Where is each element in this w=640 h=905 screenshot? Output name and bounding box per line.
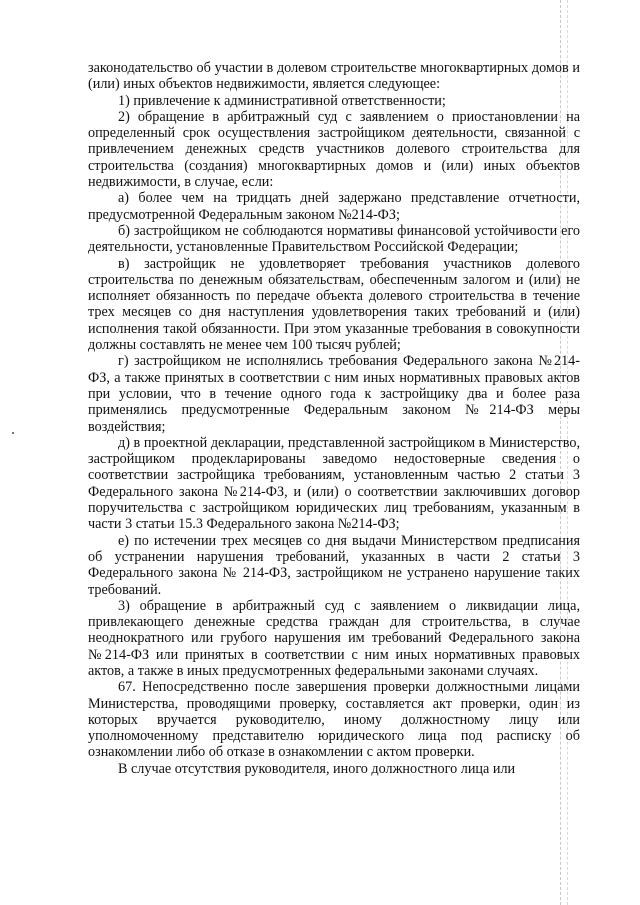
paragraph-subitem-d: д) в проектной декларации, представленной застройщиком в Министерство, застройщиком продекларированы заведомо недостоверные сведения о соответствии застройщика требованиям, установленным частью 2 статьи 3 Федерального закона №214-ФЗ, и (или) о соответствии заключивших договор поручительства с застройщиком юридических лиц требованиям, указанным в части 3 статьи 15.3 Федерального закона №214-ФЗ; — [88, 434, 580, 533]
paragraph-subitem-v: в) застройщик не удовлетворяет требования участников долевого строительства по денежным обязательствам, обеспеченным залогом и (или) не исполняет обязанность по передаче объекта долевого строительства в течение трех месяцев со дня наступления удовлетворения таких требований и (или) исполнения такой обязанности. При этом указанные требования в совокупности должны составлять не менее чем 100 тысяч рублей; — [88, 255, 580, 354]
scan-artifact-dot — [12, 432, 14, 434]
paragraph-continuation: В случае отсутствия руководителя, иного должностного лица или — [118, 760, 516, 777]
paragraph-item-1: 1) привлечение к административной ответственности; — [118, 92, 446, 109]
paragraph-subitem-a: а) более чем на тридцать дней задержано представление отчетности, предусмотренной Федеральным законом №214-ФЗ; — [88, 190, 580, 223]
paragraph-67: 67. Непосредственно после завершения проверки должностными лицами Министерства, проводящими проверку, составляется акт проверки, один из которых вручается руководителю, иному должностному лицу или уполномоченному представителю юридического лица под расписку об ознакомлении либо об отказе в ознакомлении с актом проверки. — [88, 679, 580, 761]
paragraph-subitem-e: е) по истечении трех месяцев со дня выдачи Министерством предписания об устранении нарушения требований, указанных в части 2 статьи 3 Федерального закона № 214-ФЗ, застройщиком не устранено нарушение таких требований. — [88, 532, 580, 598]
paragraph-subitem-b: б) застройщиком не соблюдаются нормативы финансовой устойчивости его деятельности, установленные Правительством Российской Федерации; — [88, 222, 580, 256]
document-page — [88, 60, 580, 777]
paragraph-intro: законодательство об участии в долевом строительстве многоквартирных домов и (или) иных объектов недвижимости, является следующее: — [88, 60, 580, 93]
paragraph-item-2: 2) обращение в арбитражный суд с заявлением о приостановлении на определенный срок осуществления застройщиком деятельности, связанной с привлечением денежных средств участников долевого строительства для строительства (создания) многоквартирных домов и (или) иных объектов недвижимости, в случае, если: — [88, 108, 580, 191]
paragraph-subitem-g: г) застройщиком не исполнялись требования Федерального закона №214-ФЗ, а также принятых в соответствии с ним иных нормативных правовых актов при условии, что в течение одного года к застройщику два и более раза применялись предусмотренные Федеральным законом №214-ФЗ меры воздействия; — [88, 353, 580, 435]
paragraph-item-3: 3) обращение в арбитражный суд с заявлением о ликвидации лица, привлекающего денежные средства граждан для строительства, в случае неоднократного или грубого нарушения им требований Федерального закона №214-ФЗ или принятых в соответствии с ним иных нормативных правовых актов, а также в иных предусмотренных федеральными законами случаях. — [88, 597, 580, 679]
